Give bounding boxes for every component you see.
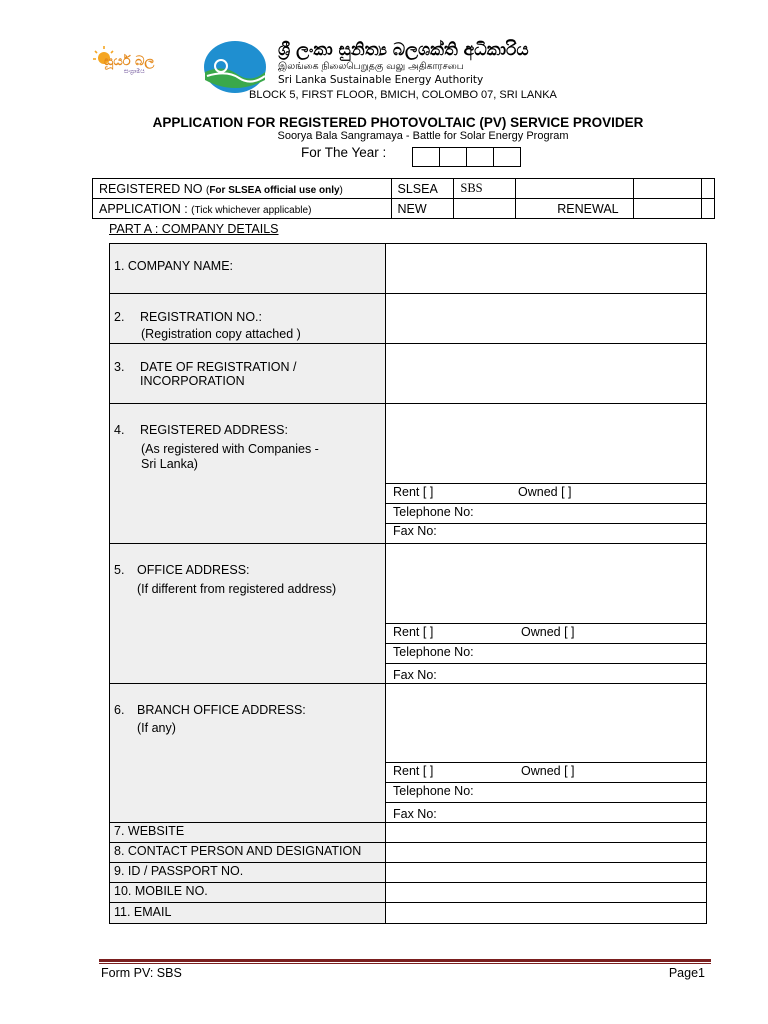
id-passport-field[interactable] xyxy=(387,863,706,882)
registered-address-field[interactable] xyxy=(387,404,706,483)
footer-page-number: Page1 xyxy=(668,966,705,980)
registered-no-cell: REGISTERED NO (For SLSEA official use only) xyxy=(93,179,392,199)
registration-table xyxy=(92,178,715,219)
application-label: APPLICATION : xyxy=(99,201,188,216)
rent-checkbox[interactable]: Rent [ ] xyxy=(393,625,434,639)
office-address-number: 5. xyxy=(114,563,125,577)
id-passport-label: 9. ID / PASSPORT NO. xyxy=(114,864,244,878)
office-address-field[interactable] xyxy=(387,544,706,623)
branch-address-note: (If any) xyxy=(137,721,176,735)
registered-address-number: 4. xyxy=(114,423,125,437)
year-digit-box[interactable] xyxy=(466,147,494,167)
company-name-field[interactable] xyxy=(387,244,706,293)
new-checkbox[interactable] xyxy=(454,199,516,219)
page-title: APPLICATION FOR REGISTERED PHOTOVOLTAIC (PV) SERVICE PROVIDER xyxy=(152,115,644,130)
registered-address-label: REGISTERED ADDRESS: xyxy=(140,423,288,437)
fax-label[interactable]: Fax No: xyxy=(393,524,437,538)
application-cell xyxy=(93,199,392,219)
footer-rule-thin xyxy=(99,963,711,964)
year-digit-box[interactable] xyxy=(439,147,467,167)
reg-number-input-3[interactable] xyxy=(702,179,715,199)
year-digit-box[interactable] xyxy=(493,147,521,167)
rent-checkbox[interactable]: Rent [ ] xyxy=(393,764,434,778)
year-input-boxes[interactable] xyxy=(413,147,521,167)
branch-address-number: 6. xyxy=(114,703,125,717)
renewal-checkbox[interactable] xyxy=(633,199,701,219)
website-field[interactable] xyxy=(387,823,706,842)
registration-no-field[interactable] xyxy=(387,294,706,343)
registration-copy-note: (Registration copy attached ) xyxy=(141,327,301,341)
soorya-bala-logo xyxy=(92,44,162,80)
office-address-note: (If different from registered address) xyxy=(137,582,337,596)
authority-name-sinhala: ශ්‍රී ලංකා සුනිත්‍ය බලශක්ති අධිකාරිය xyxy=(278,40,529,60)
authority-address: BLOCK 5, FIRST FLOOR, BMICH, COLOMBO 07, SRI LANKA xyxy=(249,89,557,101)
sbs-cell: SBS xyxy=(454,179,516,199)
telephone-label[interactable]: Telephone No: xyxy=(393,784,474,798)
telephone-label[interactable]: Telephone No: xyxy=(393,645,474,659)
slsea-cell: SLSEA xyxy=(391,179,454,199)
footer-form-id: Form PV: SBS xyxy=(101,966,182,980)
fax-label[interactable]: Fax No: xyxy=(393,668,437,682)
application-empty-cell xyxy=(702,199,715,219)
authority-name-tamil: இலங்கை நிலைபெறுதகு வலு அதிகாரசபை xyxy=(278,61,464,72)
reg-number-input-2[interactable] xyxy=(633,179,701,199)
website-label: 7. WEBSITE xyxy=(114,824,185,838)
mobile-no-field[interactable] xyxy=(387,883,706,902)
branch-address-field[interactable] xyxy=(387,684,706,762)
tick-note: (Tick whichever applicable) xyxy=(191,204,312,216)
reg-number-input[interactable] xyxy=(516,179,634,199)
office-address-label: OFFICE ADDRESS: xyxy=(137,563,250,577)
date-of-registration-number: 3. xyxy=(114,360,125,374)
email-field[interactable] xyxy=(387,903,706,923)
new-label: NEW xyxy=(391,199,454,219)
logo-subtext: සංග්‍රාමය xyxy=(124,68,145,75)
logo-text: සූර්ය බල xyxy=(104,54,155,69)
company-name-label: 1. COMPANY NAME: xyxy=(114,259,234,273)
branch-address-label: BRANCH OFFICE ADDRESS: xyxy=(137,703,306,717)
registered-address-note-2: Sri Lanka) xyxy=(141,457,198,471)
registration-no-label: REGISTRATION NO.: xyxy=(140,310,262,324)
date-of-registration-label: DATE OF REGISTRATION / xyxy=(140,360,297,374)
year-label: For The Year : xyxy=(301,145,387,160)
registration-no-number: 2. xyxy=(114,310,125,324)
registered-no-label: REGISTERED NO xyxy=(99,181,203,196)
date-of-registration-field[interactable] xyxy=(387,344,706,403)
telephone-label[interactable]: Telephone No: xyxy=(393,505,474,519)
rent-checkbox[interactable]: Rent [ ] xyxy=(393,485,434,499)
part-a-heading: PART A : COMPANY DETAILS xyxy=(109,222,279,236)
slsea-logo xyxy=(203,40,267,94)
program-subtitle: Soorya Bala Sangramaya - Battle for Solar Energy Program xyxy=(277,130,569,142)
email-label: 11. EMAIL xyxy=(114,905,172,919)
owned-checkbox[interactable]: Owned [ ] xyxy=(521,625,575,639)
year-digit-box[interactable] xyxy=(412,147,440,167)
renewal-label: RENEWAL xyxy=(516,199,634,219)
authority-name-english: Sri Lanka Sustainable Energy Authority xyxy=(278,74,484,86)
owned-checkbox[interactable]: Owned [ ] xyxy=(521,764,575,778)
official-use-note: For SLSEA official use only xyxy=(209,184,340,196)
fax-label[interactable]: Fax No: xyxy=(393,807,437,821)
footer-rule xyxy=(99,959,711,962)
contact-person-field[interactable] xyxy=(387,843,706,862)
registered-address-note: (As registered with Companies - xyxy=(141,442,319,456)
company-details-table xyxy=(109,243,707,924)
owned-checkbox[interactable]: Owned [ ] xyxy=(518,485,572,499)
incorporation-label: INCORPORATION xyxy=(140,374,245,388)
contact-person-label: 8. CONTACT PERSON AND DESIGNATION xyxy=(114,844,362,858)
mobile-no-label: 10. MOBILE NO. xyxy=(114,884,208,898)
